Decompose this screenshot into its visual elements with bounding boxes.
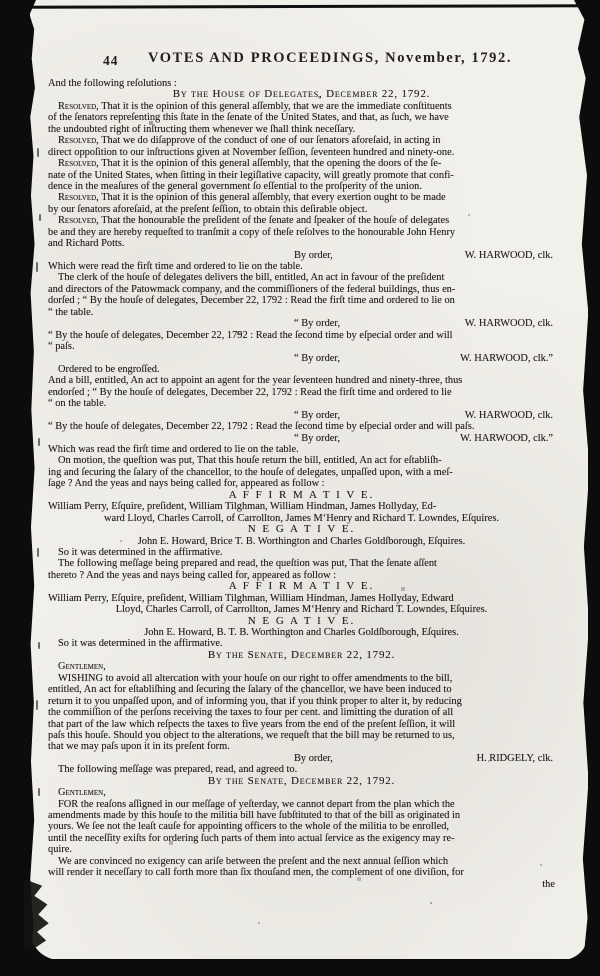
small-caps-lead: Resolved, <box>58 215 99 227</box>
text-line <box>48 787 555 798</box>
margin-mark <box>38 438 40 446</box>
text-line: amendments made by this houſe to the militia bill have ſubſtituted to that of the bill as originated in <box>48 810 461 821</box>
text-line: that part of the law which reſpects the taxes to five years from the end of the preſent ſeſſion, it will <box>48 718 456 730</box>
text-line: Resolved, That it is the opinion of this general aſſembly, that every exertion ought to be made <box>58 192 446 204</box>
text-line: quire. <box>48 844 72 856</box>
text-line: the <box>542 878 555 890</box>
text-line: entitled, An act for eſtabliſhing and ſecuring the ſalary of the chancellor, we have been induced to <box>48 684 452 696</box>
scan-left-edge <box>0 0 36 976</box>
clerk-signature: W. HARWOOD, clk. <box>464 249 553 261</box>
margin-mark <box>36 700 38 710</box>
small-caps-lead: WISHING <box>58 672 104 684</box>
text-line: Which was read the firſt time and ordered to lie on the table. <box>48 444 299 455</box>
clerk-signature: W. HARWOOD, clk.” <box>460 352 553 364</box>
text-line: nate of the United States, when ſitting in their legiſlative capacity, will greatly promote that confi- <box>48 169 454 181</box>
text-line: “ By the houſe of delegates, December 22, 1792 : Read the ſecond time by eſpecial order and will paſs. <box>48 421 475 433</box>
text-line <box>48 661 555 672</box>
text-line: until the neceſſity exiſts for ordering ſuch parts of them into actual ſervice as the exigency may re- <box>48 832 455 844</box>
text-block <box>48 78 555 890</box>
text-line <box>48 433 555 444</box>
text-line: endorſed ; “ By the houſe of delegates, December 22, 1792 : Read the firſt time and ordered to lie <box>48 386 452 398</box>
clerk-signature: H. RIDGELY, clk. <box>476 752 553 764</box>
text-line: By the Senate, December 22, 1792. <box>207 774 396 787</box>
text-line: will render it neceſſary to call forth more than ſix thouſand men, the complement of one diviſion, for <box>48 867 464 879</box>
text-line: And a bill, entitled, An act to appoint an agent for the year ſeventeen hundred and ninety-three, thus <box>48 375 463 387</box>
margin-mark <box>37 148 39 157</box>
text-line: the undoubted right of inſtructing them whenever we ſhall think neceſſary. <box>48 123 356 135</box>
margin-mark <box>37 548 39 557</box>
text-line: “ paſs. <box>48 341 75 353</box>
text-line: by our ſenators aforeſaid, at the preſent ſeſſion, to obtain this deſirable object. <box>48 203 368 215</box>
text-line: WISHING to avoid all altercation with your houſe on our right to offer amendments to the bill, <box>58 672 453 684</box>
clerk-signature: W. HARWOOD, clk. <box>464 318 553 330</box>
text-line: be and they are hereby requeſted to tranſmit a copy of theſe reſolves to the honourable John Henry <box>48 226 456 238</box>
text-line: Resolved, That it is the opinion of this general aſſembly, that we are the immediate conſtituents <box>58 100 452 112</box>
text-line: A F F I R M A T I V E. <box>228 580 375 593</box>
text-line: William Perry, Eſquire, preſident, William Tilghman, William Hindman, James Hollyday, Ed- <box>48 501 437 513</box>
text-line: Lloyd, Charles Carroll, of Carrollton, James M‘Henry and Richard T. Lowndes, Eſquires. <box>115 604 488 616</box>
text-line: and directors of the Patowmack company, and the commiſſioners of the federal buildings, thus en- <box>48 283 456 295</box>
text-line: John E. Howard, B. T. B. Worthington and Charles Goldſborough, Eſquires. <box>144 627 459 638</box>
text-line: return it to you unpaſſed upon, and of informing you, that if you think proper to alter it, by reducing <box>48 695 462 707</box>
by-order-label: By order, <box>294 249 333 261</box>
margin-mark <box>36 262 38 272</box>
text-line: dorſed ; “ By the houſe of delegates, December 22, 1792 : Read the firſt time and ordered to lie on <box>48 295 455 307</box>
text-line <box>48 353 555 364</box>
text-line: “ the table. <box>48 306 94 318</box>
text-line: of the ſenators repreſenting this ſtate in the ſenate of the United States, and that, as ſuch, we have <box>48 112 449 124</box>
text-line: So it was determined in the affirmative. <box>58 638 223 650</box>
text-line: “ on the table. <box>48 398 107 410</box>
by-order-label: “ By order, <box>294 318 341 330</box>
small-caps-lead: Gentlemen, <box>58 787 106 799</box>
small-caps-lead: Resolved, <box>58 100 99 112</box>
text-line: By the House of Delegates, December 22, 1792. <box>172 88 431 101</box>
by-order-label: “ By order, <box>294 432 341 444</box>
text-line: paſs this houſe. Should you object to the alterations, we requeſt that the bill may be returned to us, <box>48 729 455 741</box>
text-line: ſage ? And the yeas and nays being called for, appeared as follow : <box>48 478 325 490</box>
text-line: ward Lloyd, Charles Carroll, of Carrollton, James M‘Henry and Richard T. Lowndes, Eſquires. <box>104 512 499 524</box>
text-line: By the Senate, December 22, 1792. <box>207 648 396 661</box>
text-line: On motion, the queſtion was put, That this houſe return the bill, entitled, An act for eſtabliſh- <box>58 455 442 467</box>
text-line <box>48 410 555 421</box>
text-line: Resolved, That we do diſapprove of the conduct of one of our ſenators aforeſaid, in acting in <box>58 135 441 147</box>
text-line: FOR the reaſons aſſigned in our meſſage of yeſterday, we cannot depart from the plan which the <box>58 798 455 810</box>
text-line: direct oppoſition to our inſtructions given at November ſeſſion, ſeventeen hundred and ninety-one. <box>48 146 455 158</box>
margin-mark <box>38 642 40 649</box>
text-line: ing and ſecuring the ſalary of the chancellor, to the houſe of delegates, unpaſſed upon, with a meſ- <box>48 466 453 478</box>
clerk-signature: W. HARWOOD, clk.” <box>460 432 553 444</box>
page-number: 44 <box>103 53 119 68</box>
text-line: Resolved, That the honourable the preſident of the ſenate and ſpeaker of the houſe of delegates <box>58 215 450 227</box>
text-line: Resolved, That it is the opinion of this general aſſembly, that the opening the doors of the ſe- <box>58 158 442 170</box>
by-order-label: “ By order, <box>294 352 341 364</box>
ink-specks <box>0 0 2 2</box>
text-line: N E G A T I V E. <box>247 523 356 536</box>
text-line: dence in the meaſures of the general government ſo eſſential to the proſperity of the union. <box>48 180 422 192</box>
small-caps-lead: FOR <box>58 798 79 810</box>
text-line: “ By the houſe of delegates, December 22, 1792 : Read the ſecond time by eſpecial order and will <box>48 329 453 341</box>
text-line: Which were read the firſt time and ordered to lie on the table. <box>48 261 303 272</box>
text-line: William Perry, Eſquire, preſident, William Tilghman, William Hindman, James Hollyday, Edward <box>48 592 454 604</box>
text-line: that we may paſs upon it in its preſent form. <box>48 741 230 753</box>
text-line <box>48 753 555 764</box>
text-line: We are convinced no exigency can ariſe between the preſent and the next annual ſeſſion which <box>58 855 449 867</box>
running-title: VOTES AND PROCEEDINGS, November, 1792. <box>148 50 513 66</box>
small-caps-lead: Resolved, <box>58 158 99 170</box>
scan-bottom-edge <box>0 959 600 976</box>
text-line: N E G A T I V E. <box>247 614 356 627</box>
by-order-label: By order, <box>294 752 333 764</box>
margin-mark <box>38 788 40 796</box>
small-caps-lead: Resolved, <box>58 192 99 204</box>
text-line: A F F I R M A T I V E. <box>228 488 375 501</box>
text-line: Ordered to be engroſſed. <box>58 363 160 375</box>
text-line: thereto ? And the yeas and nays being called for, appeared as follow : <box>48 569 337 581</box>
by-order-label: “ By order, <box>294 409 341 421</box>
small-caps-lead: Resolved, <box>58 135 99 147</box>
text-line: And the following reſolutions : <box>48 78 177 89</box>
text-line: and Richard Potts. <box>48 238 125 250</box>
text-line: The following meſſage being prepared and read, the queſtion was put, That the ſenate aſſent <box>58 558 437 570</box>
clerk-signature: W. HARWOOD, clk. <box>464 409 553 421</box>
small-caps-lead: Gentlemen, <box>58 661 106 673</box>
text-line <box>48 250 555 261</box>
text-line <box>48 318 555 329</box>
text-line: yours. We ſee not the leaſt cauſe for appointing officers to the whole of the militia to be enrolled, <box>48 821 450 833</box>
text-line: the commiſſion of the perſons receiving the taxes to four per cent. and limitting the duration of all <box>48 707 454 719</box>
text-line: The clerk of the houſe of delegates delivers the bill, entitled, An act in favour of the preſident <box>58 272 445 284</box>
page-header <box>48 50 555 72</box>
text-line: John E. Howard, Brice T. B. Worthington and Charles Goldſborough, Eſquires. <box>137 535 466 547</box>
text-line: The following meſſage was prepared, read, and agreed to. <box>58 764 298 776</box>
margin-mark <box>39 214 41 221</box>
text-line: So it was determined in the affirmative. <box>58 546 223 558</box>
